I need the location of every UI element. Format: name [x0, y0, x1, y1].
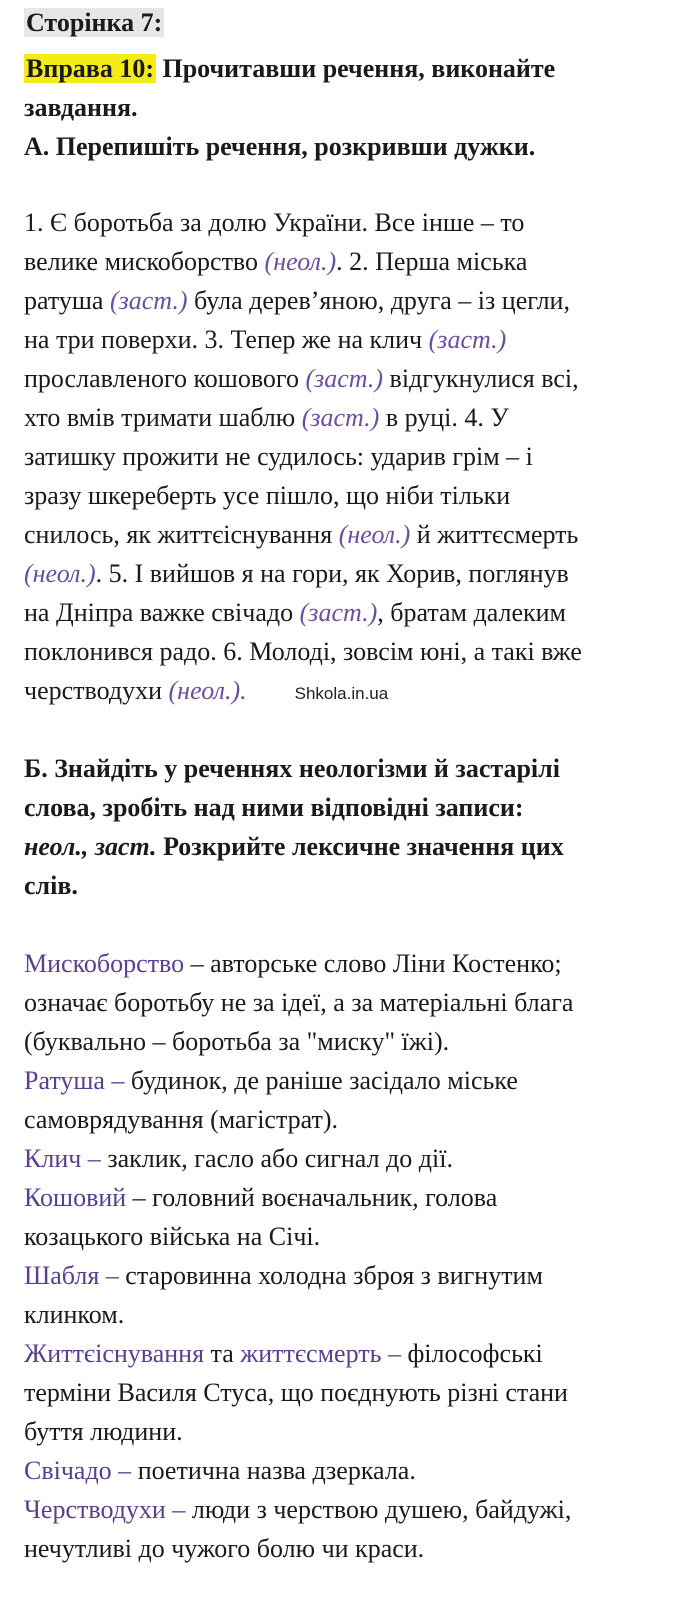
text-segment: козацького війська на Січі. — [24, 1222, 321, 1251]
term-word: Життєіснування — [24, 1339, 205, 1368]
text-segment: слова, зробіть над ними відповідні записи: — [24, 793, 524, 822]
definition-line — [24, 1022, 449, 1061]
definition-line — [24, 1061, 518, 1100]
text-segment: люди з черствою душею, байдужі, — [185, 1495, 572, 1524]
page-heading — [24, 3, 164, 42]
text-segment: заклик, гасло або сигнал до дії. — [100, 1144, 453, 1173]
text-segment: ратуша — [24, 286, 110, 315]
text-segment: філософські — [400, 1339, 543, 1368]
text-segment: черстводухи — [24, 676, 169, 705]
text-segment: й життєсмерть — [410, 520, 579, 549]
text-segment: (буквально – боротьба за "миску" їжі). — [24, 1027, 450, 1056]
text-segment: поклонився радо. 6. Молоді, зовсім юні, а такі вже — [24, 637, 582, 666]
text-segment: Б. Знайдіть у реченнях неологізми й застарілі — [24, 754, 560, 783]
site-watermark-text: Shkola.in.ua — [294, 684, 389, 703]
text-segment: 1. Є боротьба за долю України. Все інше – то — [24, 208, 525, 237]
definition-line — [24, 1334, 543, 1373]
text-segment: , братам далеким — [377, 598, 567, 627]
term-word: життєсмерть – — [240, 1339, 401, 1368]
text-segment: . 2. Перша міська — [336, 247, 528, 276]
text-segment: була дерев’яною, друга – із цегли, — [187, 286, 570, 315]
text-segment: в руці. 4. У — [379, 403, 509, 432]
definition-line — [24, 944, 562, 983]
text-segment: затишку прожити не судилось: ударив грім – і — [24, 442, 533, 471]
annotation-label: (заст.) — [428, 325, 507, 354]
term-word: Черстводухи – — [24, 1495, 186, 1524]
text-segment: неол., заст. — [24, 832, 157, 861]
term-word: Шабля – — [24, 1261, 119, 1290]
page-label: Сторінка 7: — [26, 8, 163, 37]
term-word: Свічадо – — [24, 1456, 132, 1485]
term-word: Мискоборство — [24, 949, 185, 978]
text-segment: на три поверхи. 3. Тепер же на клич — [24, 325, 429, 354]
definition-line — [24, 1412, 183, 1451]
definition-line — [24, 983, 573, 1022]
term-word: Кошовий — [24, 1183, 127, 1212]
sentence-line — [24, 437, 533, 476]
annotation-label: (заст.) — [301, 403, 380, 432]
annotation-label: (неол.) — [24, 559, 96, 588]
text-segment: на Дніпра важке свічадо — [24, 598, 300, 627]
text-segment: поетична назва дзеркала. — [131, 1456, 416, 1485]
sentence-line — [24, 281, 570, 320]
text-segment: терміни Василя Стуса, що поєднують різні стани — [24, 1378, 568, 1407]
task-b-line — [24, 827, 564, 866]
task-b-line — [24, 866, 78, 905]
sentence-line — [24, 515, 578, 554]
text-segment: старовинна холодна зброя з вигнутим — [118, 1261, 543, 1290]
definition-line — [24, 1100, 338, 1139]
text-segment: самоврядування (магістрат). — [24, 1105, 339, 1134]
exercise-label: Вправа 10: — [26, 54, 154, 83]
text-segment: слів. — [24, 871, 78, 900]
sentence-line — [24, 632, 582, 671]
sentence-line — [24, 320, 506, 359]
text-segment: . 5. І вийшов я на гори, як Хорив, поглянув — [95, 559, 569, 588]
task-b-line — [24, 749, 560, 788]
text-segment: нечутливі до чужого болю чи краси. — [24, 1534, 425, 1563]
definition-line — [24, 1295, 124, 1334]
sentence-line — [24, 671, 388, 713]
text-segment: відгукнулися всі, — [383, 364, 579, 393]
definition-line — [24, 1373, 568, 1412]
annotation-label: (заст.) — [305, 364, 384, 393]
exercise-heading — [24, 49, 555, 88]
sentence-line — [24, 554, 569, 593]
text-segment: прославленого кошового — [24, 364, 306, 393]
definition-line — [24, 1256, 543, 1295]
annotation-label: (неол.) — [338, 520, 411, 549]
text-segment: велике мискоборство — [24, 247, 265, 276]
annotation-label: (заст.) — [109, 286, 188, 315]
text-segment: – головний воєначальник, голова — [126, 1183, 498, 1212]
definition-line — [24, 1529, 424, 1568]
text-segment: снилось, як життєіснування — [24, 520, 339, 549]
definition-line — [24, 1217, 320, 1256]
sentence-line — [24, 398, 509, 437]
annotation-label: (неол.) — [264, 247, 337, 276]
task-b-line — [24, 788, 524, 827]
term-word: Ратуша – — [24, 1066, 125, 1095]
text-segment: клинком. — [24, 1300, 125, 1329]
text-segment: Розкрийте лексичне значення цих — [156, 832, 564, 861]
exercise-text: Прочитавши речення, виконайте — [155, 54, 556, 83]
text-segment: будинок, де раніше засідало міське — [124, 1066, 518, 1095]
task-a-heading: А. Перепишіть речення, розкривши дужки. — [24, 132, 536, 161]
text-segment: та — [204, 1339, 241, 1368]
sentence-line — [24, 203, 524, 242]
term-word: Клич – — [24, 1144, 101, 1173]
sentence-line — [24, 242, 527, 281]
text-segment: буття людини. — [24, 1417, 183, 1446]
sentence-line — [24, 593, 566, 632]
annotation-label: (заст.) — [299, 598, 378, 627]
annotation-label: (неол.). — [168, 676, 247, 705]
definition-line — [24, 1451, 416, 1490]
text-segment: зразу шкереберть усе пішло, що ніби тільки — [24, 481, 511, 510]
sentence-line — [24, 476, 510, 515]
exercise-text-cont: завдання. — [24, 93, 138, 122]
text-segment: – авторське слово Ліни Костенко; — [184, 949, 562, 978]
definition-line — [24, 1490, 571, 1529]
definition-line — [24, 1139, 453, 1178]
sentence-line — [24, 359, 579, 398]
text-segment: означає боротьбу не за ідеї, а за матеріальні блага — [24, 988, 574, 1017]
text-segment: хто вмів тримати шаблю — [24, 403, 302, 432]
definition-line — [24, 1178, 497, 1217]
